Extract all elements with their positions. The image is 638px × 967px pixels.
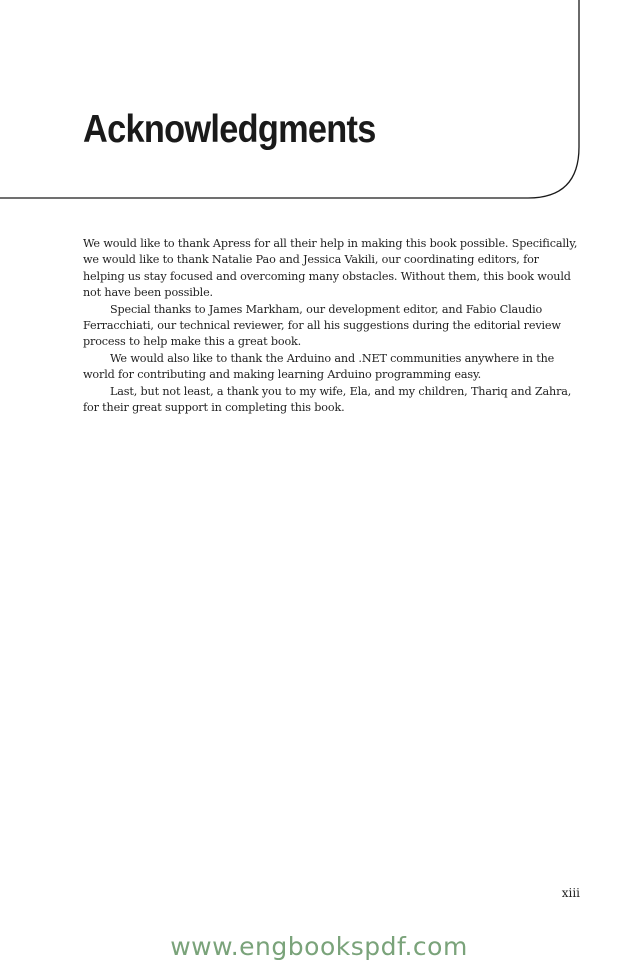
page-number: xiii: [561, 886, 580, 900]
paragraph-2: Special thanks to James Markham, our development editor, and Fabio Claudio Ferracchiati, our technical reviewer, for all his suggestions during the editorial review process to help make this a great book.: [83, 302, 561, 349]
paragraph-4: Last, but not least, a thank you to my wife, Ela, and my children, Thariq and Zahra, for their great support in completing this book.: [83, 384, 572, 415]
watermark-link[interactable]: www.engbookspdf.com: [170, 932, 468, 961]
chapter-title: Acknowledgments: [83, 108, 376, 151]
acknowledgments-body: [83, 236, 583, 416]
paragraph-1: We would like to thank Apress for all their help in making this book possible. Specifically, we would like to thank Natalie Pao and Jessica Vakili, our coordinating editors, for helping us stay focused and overcoming many obstacles. Without them, this book would not have been possible.: [83, 237, 578, 300]
paragraph-3: We would also like to thank the Arduino and .NET communities anywhere in the world for contributing and making learning Arduino programming easy.: [83, 351, 555, 382]
